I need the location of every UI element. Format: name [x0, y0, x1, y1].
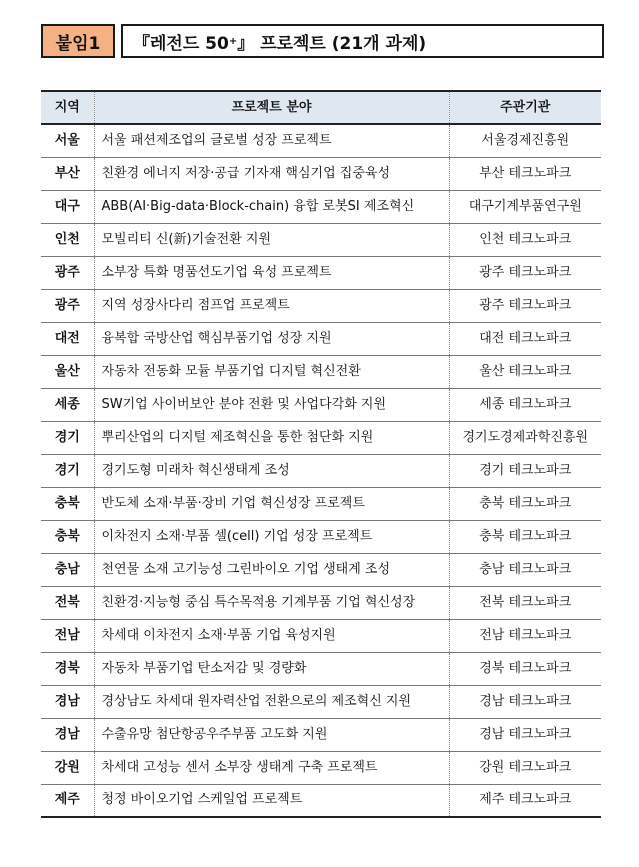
title-prefix: 『레전드 50 — [133, 33, 229, 54]
table-row — [41, 388, 601, 421]
region-cell: 경기 — [41, 421, 94, 454]
region-cell: 부산 — [41, 157, 94, 190]
field-cell: 경기도형 미래차 혁신생태계 조성 — [94, 454, 449, 487]
table-row — [41, 322, 601, 355]
table-row — [41, 751, 601, 784]
document-title — [121, 24, 604, 58]
org-cell: 전남 테크노파크 — [449, 619, 601, 652]
field-cell: 수출유망 첨단항공우주부품 고도화 지원 — [94, 718, 449, 751]
table-row — [41, 487, 601, 520]
field-cell: 청정 바이오기업 스케일업 프로젝트 — [94, 784, 449, 817]
table-row — [41, 223, 601, 256]
org-cell: 충북 테크노파크 — [449, 520, 601, 553]
field-cell: 융복합 국방산업 핵심부품기업 성장 지원 — [94, 322, 449, 355]
table-row — [41, 553, 601, 586]
field-cell: SW기업 사이버보안 분야 전환 및 사업다각화 지원 — [94, 388, 449, 421]
org-cell: 충남 테크노파크 — [449, 553, 601, 586]
region-cell: 광주 — [41, 256, 94, 289]
project-table — [41, 90, 601, 818]
org-cell: 경남 테크노파크 — [449, 718, 601, 751]
field-cell: 천연물 소재 고기능성 그린바이오 기업 생태계 조성 — [94, 553, 449, 586]
table-row — [41, 718, 601, 751]
org-cell: 경북 테크노파크 — [449, 652, 601, 685]
table-row — [41, 685, 601, 718]
column-header-org: 주관기관 — [449, 91, 601, 124]
column-header-field: 프로젝트 분야 — [94, 91, 449, 124]
region-cell: 서울 — [41, 124, 94, 157]
table-row — [41, 619, 601, 652]
field-cell: 자동차 전동화 모듈 부품기업 디지털 혁신전환 — [94, 355, 449, 388]
column-header-region: 지역 — [41, 91, 94, 124]
field-cell: 서울 패션제조업의 글로벌 성장 프로젝트 — [94, 124, 449, 157]
table-header-row — [41, 91, 601, 124]
region-cell: 울산 — [41, 355, 94, 388]
region-cell: 충북 — [41, 520, 94, 553]
org-cell: 광주 테크노파크 — [449, 256, 601, 289]
region-cell: 경북 — [41, 652, 94, 685]
table-row — [41, 289, 601, 322]
table-row — [41, 652, 601, 685]
table-row — [41, 190, 601, 223]
org-cell: 인천 테크노파크 — [449, 223, 601, 256]
field-cell: 모빌리티 신(新)기술전환 지원 — [94, 223, 449, 256]
region-cell: 대전 — [41, 322, 94, 355]
table-row — [41, 256, 601, 289]
table-row — [41, 421, 601, 454]
table-row — [41, 355, 601, 388]
org-cell: 서울경제진흥원 — [449, 124, 601, 157]
field-cell: 친환경·지능형 중심 특수목적용 기계부품 기업 혁신성장 — [94, 586, 449, 619]
table-row — [41, 784, 601, 817]
org-cell: 광주 테크노파크 — [449, 289, 601, 322]
region-cell: 경남 — [41, 685, 94, 718]
field-cell: 친환경 에너지 저장‧공급 기자재 핵심기업 집중육성 — [94, 157, 449, 190]
field-cell: 소부장 특화 명품선도기업 육성 프로젝트 — [94, 256, 449, 289]
org-cell: 세종 테크노파크 — [449, 388, 601, 421]
region-cell: 세종 — [41, 388, 94, 421]
region-cell: 충남 — [41, 553, 94, 586]
document-header — [41, 24, 604, 58]
field-cell: 차세대 고성능 센서 소부장 생태계 구축 프로젝트 — [94, 751, 449, 784]
field-cell: 지역 성장사다리 점프업 프로젝트 — [94, 289, 449, 322]
org-cell: 제주 테크노파크 — [449, 784, 601, 817]
title-superscript: + — [228, 35, 238, 47]
field-cell: 뿌리산업의 디지털 제조혁신을 통한 첨단화 지원 — [94, 421, 449, 454]
table-row — [41, 157, 601, 190]
region-cell: 광주 — [41, 289, 94, 322]
org-cell: 경기 테크노파크 — [449, 454, 601, 487]
field-cell: 차세대 이차전지 소재·부품 기업 육성지원 — [94, 619, 449, 652]
attachment-badge: 붙임1 — [41, 24, 115, 58]
table-row — [41, 124, 601, 157]
region-cell: 인천 — [41, 223, 94, 256]
field-cell: 반도체 소재·부품·장비 기업 혁신성장 프로젝트 — [94, 487, 449, 520]
region-cell: 전남 — [41, 619, 94, 652]
table-body — [41, 124, 601, 817]
org-cell: 대전 테크노파크 — [449, 322, 601, 355]
field-cell: ABB(AI·Big-data·Block-chain) 융합 로봇SI 제조혁신 — [94, 190, 449, 223]
title-suffix: 』 프로젝트 (21개 과제) — [237, 33, 427, 54]
table-row — [41, 454, 601, 487]
region-cell: 대구 — [41, 190, 94, 223]
region-cell: 경남 — [41, 718, 94, 751]
field-cell: 이차전지 소재·부품 셀(cell) 기업 성장 프로젝트 — [94, 520, 449, 553]
field-cell: 경상남도 차세대 원자력산업 전환으로의 제조혁신 지원 — [94, 685, 449, 718]
field-cell: 자동차 부품기업 탄소저감 및 경량화 — [94, 652, 449, 685]
org-cell: 경남 테크노파크 — [449, 685, 601, 718]
org-cell: 경기도경제과학진흥원 — [449, 421, 601, 454]
org-cell: 전북 테크노파크 — [449, 586, 601, 619]
region-cell: 제주 — [41, 784, 94, 817]
org-cell: 부산 테크노파크 — [449, 157, 601, 190]
region-cell: 강원 — [41, 751, 94, 784]
region-cell: 전북 — [41, 586, 94, 619]
org-cell: 충북 테크노파크 — [449, 487, 601, 520]
region-cell: 경기 — [41, 454, 94, 487]
org-cell: 대구기계부품연구원 — [449, 190, 601, 223]
org-cell: 울산 테크노파크 — [449, 355, 601, 388]
org-cell: 강원 테크노파크 — [449, 751, 601, 784]
region-cell: 충북 — [41, 487, 94, 520]
table-row — [41, 520, 601, 553]
table-row — [41, 586, 601, 619]
